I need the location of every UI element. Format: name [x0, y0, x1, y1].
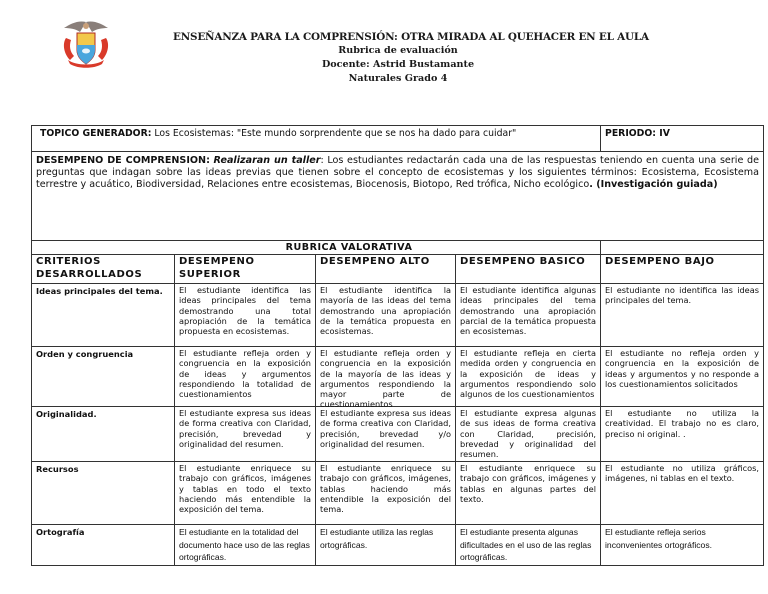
superior-cell: El estudiante expresa sus ideas de forma creativa con Claridad, precisión, brevedad y originalidad del resumen. — [175, 407, 316, 461]
document-title: ENSEÑANZA PARA LA COMPRENSIÓN: OTRA MIRADA AL QUEHACER EN EL AULA — [173, 31, 649, 43]
column-header-basico: DESEMPENO BASICO — [456, 255, 601, 283]
table-row — [32, 407, 763, 462]
bajo-cell: El estudiante no identifica las ideas principales del tema. — [605, 285, 759, 306]
superior-cell: El estudiante refleja orden y congruencia en la exposición de ideas y argumentos respondiendo la totalidad de cuestionamientos — [175, 347, 316, 406]
performance-label: DESEMPENO DE COMPRENSION: — [36, 155, 210, 166]
rubric-title: RUBRICA VALORATIVA — [32, 241, 601, 254]
criterion-cell: Recursos — [32, 462, 175, 524]
performance-row — [32, 152, 763, 241]
document-subtitle: Rubrica de evaluación — [338, 45, 458, 56]
rubric-title-empty — [601, 241, 763, 254]
rubric-title-row — [32, 241, 763, 255]
teacher-name: Docente: Astrid Bustamante — [321, 59, 475, 70]
bajo-cell: El estudiante no refleja orden y congruencia en la exposición de ideas y argumentos y no responde a los cuestionamientos solicitados — [605, 348, 759, 389]
school-crest-icon — [58, 16, 114, 72]
column-header-alto: DESEMPENO ALTO — [316, 255, 456, 283]
rubric-table — [31, 125, 764, 566]
criterion-cell: Originalidad. — [32, 407, 175, 461]
bajo-cell: El estudiante no utiliza la creatividad. El trabajo no es claro, preciso ni original. . — [605, 408, 759, 439]
course-name: Naturales Grado 4 — [348, 73, 448, 84]
alto-cell: El estudiante identifica la mayoría de las ideas del tema demostrando una apropiación de la temática propuesta en ecosistemas. — [316, 284, 456, 346]
superior-cell: El estudiante identifica las ideas principales del tema demostrando una total apropiación de la temática propuesta en ecosistemas. — [175, 284, 316, 346]
table-row — [32, 284, 763, 347]
basico-cell: El estudiante refleja en cierta medida orden y congruencia en la exposición de ideas y argumentos respondiendo solo algunos de los cuestionamientos — [456, 347, 601, 406]
topic-cell — [32, 126, 601, 151]
basico-cell: El estudiante enriquece su trabajo con gráficos, imágenes y tablas en algunas partes del texto. — [456, 462, 601, 524]
table-row — [32, 347, 763, 410]
column-header-bajo: DESEMPENO BAJO — [605, 256, 715, 267]
basico-cell: El estudiante presenta algunas dificultades en el uso de las reglas ortográficas. — [456, 525, 601, 565]
bajo-cell: El estudiante refleja serios inconvenientes ortográficos. — [605, 527, 713, 550]
performance-activity: Realizaran un taller — [213, 155, 321, 166]
performance-cell — [32, 152, 763, 240]
table-row — [32, 525, 763, 565]
column-header-criteria: CRITERIOS DESARROLLADOS — [32, 255, 175, 283]
criterion-cell: Ortografía — [32, 525, 175, 565]
alto-cell: El estudiante expresa sus ideas de forma creativa con Claridad, precisión, brevedad y/o originalidad del resumen. — [316, 407, 456, 461]
bajo-cell: El estudiante no utiliza gráficos, imágenes, ni tablas en el texto. — [605, 463, 759, 484]
superior-cell: El estudiante en la totalidad del documento hace uso de las reglas ortográficas. — [175, 525, 316, 565]
performance-suffix: . (Investigación guiada) — [589, 179, 718, 191]
performance-text: : Los estudiantes redactarán cada una de las respuestas teniendo en cuenta una serie de preguntas que indagan sobre las ideas previas que tienen sobre el concepto de ecosistemas y los siguientes términos: Ecosistema, Ecosistema terrestre y acuático, Biodiversidad, Relaciones entre ecosistemas, Biocenosis, Biotopo, Red trófica, Nicho ecológico — [36, 155, 759, 191]
table-row — [32, 462, 763, 525]
period-cell: PERIODO: IV — [605, 128, 670, 139]
column-header-row — [32, 255, 763, 284]
alto-cell: El estudiante refleja orden y congruencia en la exposición de la mayoría de las ideas y argumentos respondiendo la mayor parte de cuestionamientos — [316, 347, 456, 406]
column-header-superior: DESEMPENO SUPERIOR — [175, 255, 316, 283]
criterion-cell: Ideas principales del tema. — [32, 284, 175, 346]
basico-cell: El estudiante identifica algunas ideas principales del tema demostrando una apropiación parcial de la temática propuesta en ecosistemas. — [456, 284, 601, 346]
topic-text: Los Ecosistemas: "Este mundo sorprendente que se nos ha dado para cuidar" — [151, 128, 517, 139]
alto-cell: El estudiante enriquece su trabajo con gráficos, imágenes, tablas haciendo más entendible la exposición del tema. — [316, 462, 456, 524]
basico-cell: El estudiante expresa algunas de sus ideas de forma creativa con Claridad, precisión, brevedad y originalidad del resumen. — [456, 407, 601, 461]
alto-cell: El estudiante utiliza las reglas ortográficas. — [316, 525, 456, 565]
criterion-cell: Orden y congruencia — [32, 347, 175, 406]
topic-row — [32, 126, 763, 152]
topic-label: TOPICO GENERADOR: — [40, 128, 152, 139]
superior-cell: El estudiante enriquece su trabajo con gráficos, imágenes y tablas en todo el texto haciendo más entendible la exposición del tema. — [175, 462, 316, 524]
